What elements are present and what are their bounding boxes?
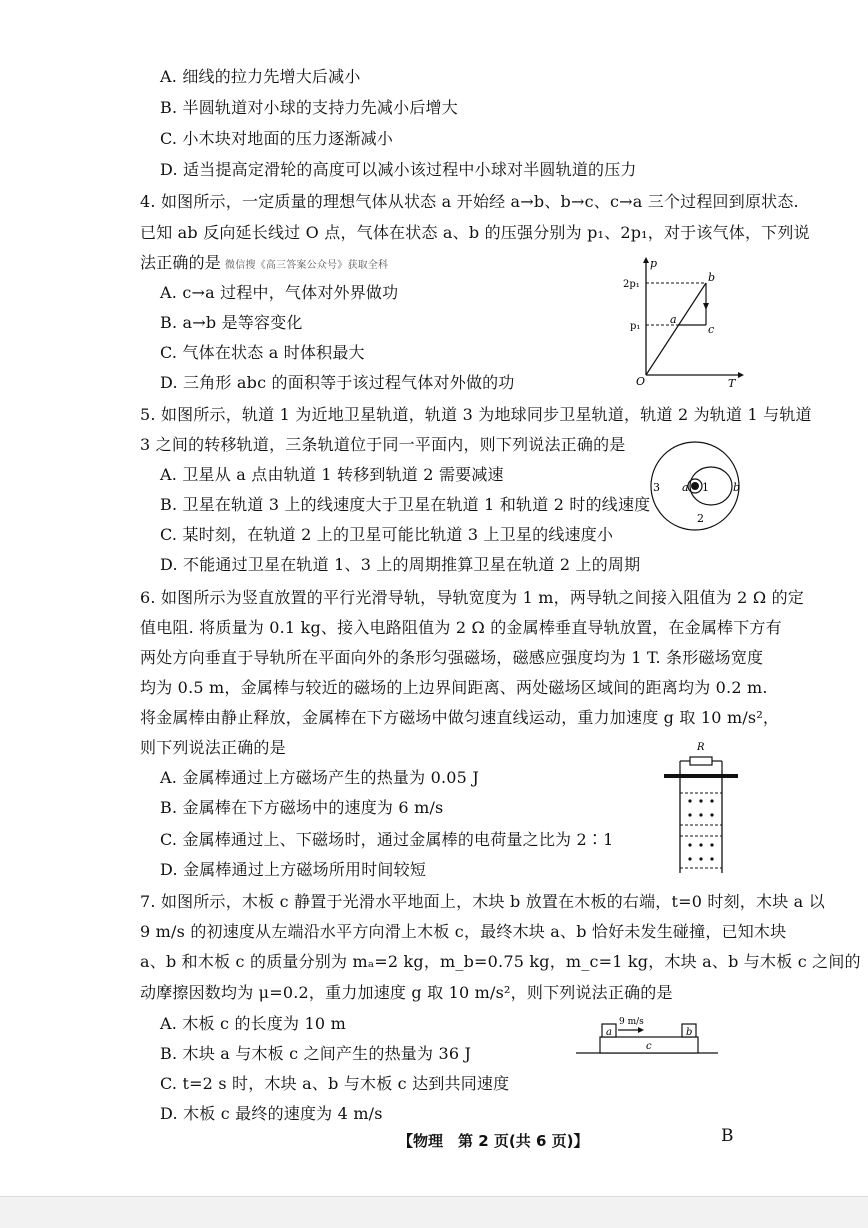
q4-stem-line2: 已知 ab 反向延长线过 O 点，气体在状态 a、b 的压强分别为 p₁、2p₁，对于该气体，下列说 (140, 223, 810, 242)
q7-option-a: A. 木板 c 的长度为 10 m (160, 1014, 346, 1033)
q5-stem-line2: 3 之间的转移轨道，三条轨道位于同一平面内，则下列说法正确的是 (140, 435, 626, 454)
q6-stem-line3: 两处方向垂直于导轨所在平面向外的条形匀强磁场，磁感应强度均为 1 T. 条形磁场宽度 (140, 648, 764, 667)
label-2p1: 2p₁ (623, 279, 640, 290)
q7-stem-line2: 9 m/s 的初速度从左端沿水平方向滑上木板 c，最终木块 a、b 恰好未发生碰撞，已知木块 (140, 922, 787, 941)
label-b: b (686, 1027, 693, 1038)
q7-stem-line3: a、b 和木板 c 的质量分别为 mₐ=2 kg，m_b=0.75 kg，m_c=1 kg，木块 a、b 与木板 c 之间的 (140, 952, 861, 971)
q4-pt-graph (620, 255, 745, 390)
q7-board-diagram (572, 1010, 722, 1060)
line-ab (646, 283, 706, 375)
q6-option-c: C. 金属棒通过上、下磁场时，通过金属棒的电荷量之比为 2∶1 (160, 830, 614, 849)
q5-orbit-diagram (645, 436, 745, 536)
q4-option-d: D. 三角形 abc 的面积等于该过程气体对外做的功 (160, 373, 515, 392)
q4-option-a: A. c→a 过程中，气体对外界做功 (160, 283, 399, 302)
t-axis-arrow (738, 372, 744, 378)
q6-stem-line4: 均为 0.5 m，金属棒与较近的磁场的上边界间距离、两处磁场区域间的距离均为 0.2 m. (140, 678, 768, 697)
arrow-bc (703, 303, 709, 310)
label-T: T (728, 377, 736, 390)
q6-stem-line6: 则下列说法正确的是 (140, 738, 286, 757)
label-a: a (606, 1027, 612, 1038)
field-dots (688, 799, 713, 860)
paper-version: B (721, 1126, 734, 1146)
label-c: c (646, 1041, 652, 1052)
q5-option-c: C. 某时刻，在轨道 2 上的卫星可能比轨道 3 上卫星的线速度小 (160, 525, 614, 544)
q3-option-b: B. 半圆轨道对小球的支持力先减小后增大 (160, 98, 458, 117)
label-b: b (708, 271, 716, 284)
label-b: b (733, 481, 741, 494)
q6-option-a: A. 金属棒通过上方磁场产生的热量为 0.05 J (160, 768, 479, 787)
q7-stem-line1: 7. 如图所示，木板 c 静置于光滑水平地面上，木块 b 放置在木板的右端，t=0 时刻，木块 a 以 (140, 892, 825, 911)
label-3: 3 (653, 481, 660, 494)
q6-option-d: D. 金属棒通过上方磁场所用时间较短 (160, 860, 427, 879)
label-p1: p₁ (630, 321, 641, 332)
q7-option-b: B. 木块 a 与木板 c 之间产生的热量为 36 J (160, 1044, 472, 1063)
q6-option-b: B. 金属棒在下方磁场中的速度为 6 m/s (160, 798, 444, 817)
q3-option-d: D. 适当提高定滑轮的高度可以减小该过程中小球对半圆轨道的压力 (160, 160, 637, 179)
label-c: c (708, 323, 715, 336)
label-p: p (650, 257, 658, 270)
q6-stem-line2: 值电阻. 将质量为 0.1 kg、接入电路阻值为 2 Ω 的金属棒垂直导轨放置，在金属棒下方有 (140, 618, 782, 637)
q4-stem-line3 (140, 252, 388, 277)
q3-option-c: C. 小木块对地面的压力逐渐减小 (160, 129, 394, 148)
q5-option-a: A. 卫星从 a 点由轨道 1 转移到轨道 2 需要减速 (160, 465, 504, 484)
label-2: 2 (697, 512, 704, 525)
q4-option-c: C. 气体在状态 a 时体积最大 (160, 343, 365, 362)
label-a: a (682, 481, 689, 494)
q4-option-b: B. a→b 是等容变化 (160, 313, 303, 332)
q3-option-a: A. 细线的拉力先增大后减小 (160, 67, 361, 86)
label-1: 1 (702, 481, 709, 494)
velocity-arrowhead (638, 1027, 644, 1033)
q7-option-d: D. 木板 c 最终的速度为 4 m/s (160, 1104, 383, 1123)
page-footer: 【物理 第 2 页(共 6 页)】 (398, 1132, 589, 1150)
q7-option-c: C. t=2 s 时，木块 a、b 与木板 c 达到共同速度 (160, 1074, 510, 1093)
q7-stem-line4: 动摩擦因数均为 μ=0.2，重力加速度 g 取 10 m/s²，则下列说法正确的是 (140, 983, 673, 1002)
label-velocity: 9 m/s (619, 1017, 644, 1027)
watermark-text: 微信搜《高三答案公众号》获取全科 (225, 260, 389, 271)
label-O: O (636, 375, 646, 388)
earth (691, 482, 699, 490)
q5-stem-line1: 5. 如图所示，轨道 1 为近地卫星轨道，轨道 3 为地球同步卫星轨道，轨道 2 为轨道 1 与轨道 (140, 405, 812, 424)
q5-option-d: D. 不能通过卫星在轨道 1、3 上的周期推算卫星在轨道 2 上的周期 (160, 555, 641, 574)
q6-stem-line5: 将金属棒由静止释放，金属棒在下方磁场中做匀速直线运动，重力加速度 g 取 10 m/s²， (140, 708, 780, 727)
q5-option-b: B. 卫星在轨道 3 上的线速度大于卫星在轨道 1 和轨道 2 时的线速度 (160, 495, 651, 514)
label-a: a (670, 313, 677, 326)
q4-stem-line1: 4. 如图所示，一定质量的理想气体从状态 a 开始经 a→b、b→c、c→a 三个过程回到原状态. (140, 192, 799, 211)
q6-stem-line1: 6. 如图所示为竖直放置的平行光滑导轨，导轨宽度为 1 m，两导轨之间接入阻值为 2 Ω 的定 (140, 588, 804, 607)
resistor (690, 757, 712, 765)
bottom-bar (0, 1196, 868, 1228)
q6-rail-diagram (660, 735, 742, 875)
label-R: R (697, 742, 705, 753)
q4-stem-line3-text: 法正确的是 (140, 253, 222, 272)
p-axis-arrow (643, 257, 649, 263)
metal-rod (664, 774, 738, 778)
